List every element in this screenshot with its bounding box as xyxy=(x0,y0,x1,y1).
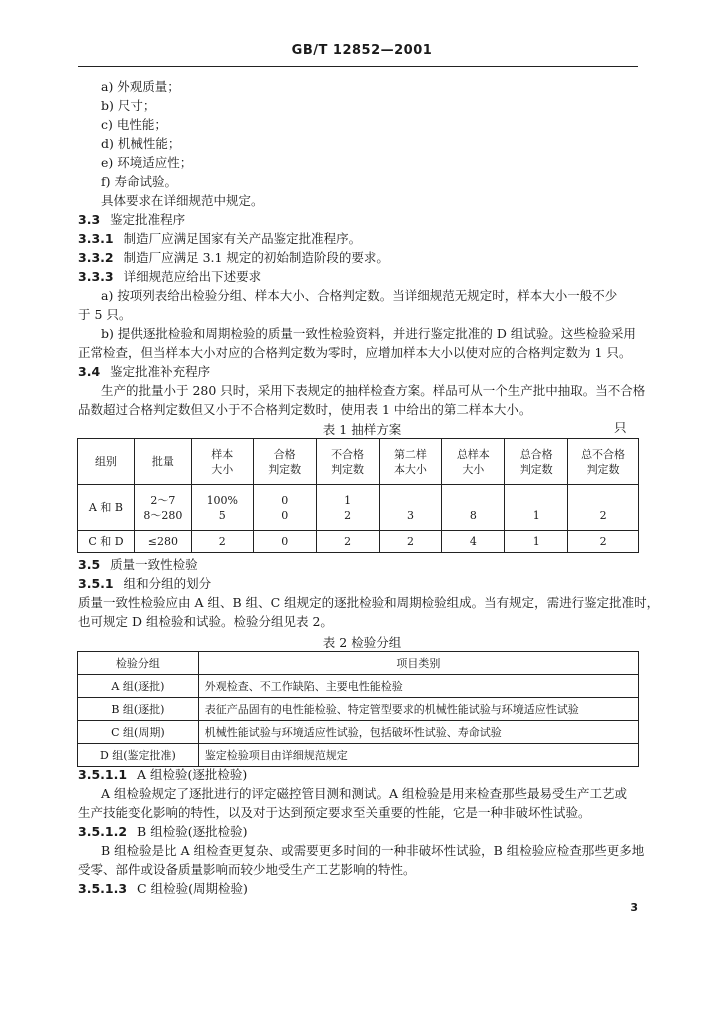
table-cell: 2 xyxy=(568,485,639,531)
table-cell: 2 xyxy=(191,531,253,553)
table-cell: D 组(鉴定批准) xyxy=(78,744,199,767)
table-cell: 机械性能试验与环境适应性试验，包括破坏性试验、寿命试验 xyxy=(198,721,638,744)
table-row xyxy=(78,744,639,767)
section-title: A 组检验(逐批检验) xyxy=(137,767,248,782)
table-cell: C 组(周期) xyxy=(78,721,199,744)
clause-text: 制造厂应满足国家有关产品鉴定批准程序。 xyxy=(123,231,362,246)
section-number: 3.3.2 xyxy=(78,250,114,265)
header-cell: 组别 xyxy=(78,439,135,485)
sampling-plan-table xyxy=(77,438,639,553)
list-item: a) 外观质量； xyxy=(101,79,180,94)
section-heading-3-5-1 xyxy=(78,576,211,592)
section-number: 3.5.1 xyxy=(78,576,114,591)
table-cell: A 组(逐批) xyxy=(78,675,199,698)
list-item: e) 环境适应性； xyxy=(101,155,193,170)
header-cell: 第二样 本大小 xyxy=(379,439,442,485)
paragraph-line: b) 提供逐批检验和周期检验的质量一致性检验资料，并进行鉴定批准的 D 组试验。这些检验采用 xyxy=(101,326,636,341)
table-row xyxy=(78,675,639,698)
table-cell: B 组(逐批) xyxy=(78,698,199,721)
header-cell: 不合格 判定数 xyxy=(316,439,379,485)
table-cell: 8 xyxy=(442,485,505,531)
section-number: 3.3.3 xyxy=(78,269,114,284)
clause-3-3-3 xyxy=(78,269,261,285)
table-cell: 表征产品固有的电性能检验、特定管型要求的机械性能试验与环境适应性试验 xyxy=(198,698,638,721)
table-row xyxy=(78,721,639,744)
section-title: B 组检验(逐批检验) xyxy=(137,824,248,839)
table2-caption: 表 2 检验分组 xyxy=(322,635,402,650)
table-row xyxy=(78,531,639,553)
section-number: 3.5.1.3 xyxy=(78,881,128,896)
table-cell: 0 0 xyxy=(253,485,316,531)
section-number: 3.4 xyxy=(78,364,101,379)
table-cell: 0 xyxy=(253,531,316,553)
table-cell: 2～7 8～280 xyxy=(134,485,191,531)
table-cell: 鉴定检验项目由详细规范规定 xyxy=(198,744,638,767)
section-heading-3-4 xyxy=(78,364,210,380)
table-cell: C 和 D xyxy=(78,531,135,553)
header-cell: 合格 判定数 xyxy=(253,439,316,485)
table1-unit: 只 xyxy=(614,420,627,435)
table-cell: 2 xyxy=(379,531,442,553)
table-cell: 2 xyxy=(568,531,639,553)
header-rule xyxy=(78,66,638,67)
paragraph-line: a) 按项列表给出检验分组、样本大小、合格判定数。当详细规范无规定时，样本大小一般不少 xyxy=(101,288,618,303)
list-item: d) 机械性能； xyxy=(101,136,181,151)
section-number: 3.5.1.2 xyxy=(78,824,128,839)
table-row xyxy=(78,485,639,531)
table-cell: 3 xyxy=(379,485,442,531)
list-item: f) 寿命试验。 xyxy=(101,174,177,189)
header-cell: 总不合格 判定数 xyxy=(568,439,639,485)
section-title: C 组检验(周期检验) xyxy=(137,881,248,896)
clause-text: 制造厂应满足 3.1 规定的初始制造阶段的要求。 xyxy=(123,250,389,265)
table-cell: A 和 B xyxy=(78,485,135,531)
header-cell: 样本 大小 xyxy=(191,439,253,485)
header-cell: 总样本 大小 xyxy=(442,439,505,485)
section-heading-3-5-1-1 xyxy=(78,767,247,783)
paragraph-line: B 组检验是比 A 组检查更复杂、或需要更多时间的一种非破坏性试验，B 组检验应检查那些更多地 xyxy=(101,843,645,858)
inspection-group-table xyxy=(77,651,639,767)
clause-3-3-1 xyxy=(78,231,361,247)
paragraph-line: 生产的批量小于 280 只时，采用下表规定的抽样检查方案。样品可从一个生产批中抽取。当不合格 xyxy=(101,383,646,398)
section-title: 鉴定批准补充程序 xyxy=(110,364,211,379)
section-number: 3.3 xyxy=(78,212,101,227)
section-heading-3-3 xyxy=(78,212,185,228)
section-heading-3-5-1-3 xyxy=(78,881,248,897)
detail-note: 具体要求在详细规范中规定。 xyxy=(101,193,264,208)
page-number: 3 xyxy=(630,901,638,914)
table-header-row xyxy=(78,439,639,485)
table1-caption: 表 1 抽样方案 xyxy=(322,422,402,437)
table-cell: 2 xyxy=(316,531,379,553)
table-cell: 100% 5 xyxy=(191,485,253,531)
header-cell: 批量 xyxy=(134,439,191,485)
table-cell: 1 xyxy=(505,531,568,553)
section-heading-3-5 xyxy=(78,557,198,573)
table-cell: ≤280 xyxy=(134,531,191,553)
header-cell: 总合格 判定数 xyxy=(505,439,568,485)
section-number: 3.5.1.1 xyxy=(78,767,128,782)
section-title: 鉴定批准程序 xyxy=(110,212,186,227)
clause-text: 详细规范应给出下述要求 xyxy=(123,269,262,284)
paragraph-line: 于 5 只。 xyxy=(78,307,132,322)
list-item: b) 尺寸； xyxy=(101,98,156,113)
paragraph-line: 质量一致性检验应由 A 组、B 组、C 组规定的逐批检验和周期检验组成。当有规定，需进行鉴定批准时， xyxy=(78,595,660,610)
section-title: 组和分组的划分 xyxy=(123,576,212,591)
paragraph-line: 品数超过合格判定数但又小于不合格判定数时，使用表 1 中给出的第二样本大小。 xyxy=(78,402,532,417)
header-cell: 项目类别 xyxy=(198,652,638,675)
list-item: c) 电性能； xyxy=(101,117,167,132)
paragraph-line: 生产技能变化影响的特性，以及对于达到预定要求至关重要的性能，它是一种非破坏性试验。 xyxy=(78,805,591,820)
section-number: 3.3.1 xyxy=(78,231,114,246)
paragraph-line: 也可规定 D 组检验和试验。检验分组见表 2。 xyxy=(78,614,333,629)
section-number: 3.5 xyxy=(78,557,101,572)
paragraph-line: A 组检验规定了逐批进行的评定磁控管目测和测试。A 组检验是用来检查那些最易受生产工艺或 xyxy=(101,786,628,801)
paragraph-line: 正常检查，但当样本大小对应的合格判定数为零时，应增加样本大小以使对应的合格判定数为 1 只。 xyxy=(78,345,632,360)
table-cell: 外观检查、不工作缺陷、主要电性能检验 xyxy=(198,675,638,698)
standard-code-header: GB/T 12852—2001 xyxy=(291,43,433,58)
table-cell: 4 xyxy=(442,531,505,553)
table-header-row xyxy=(78,652,639,675)
table-cell: 1 2 xyxy=(316,485,379,531)
section-title: 质量一致性检验 xyxy=(110,557,198,572)
table-cell: 1 xyxy=(505,485,568,531)
header-cell: 检验分组 xyxy=(78,652,199,675)
section-heading-3-5-1-2 xyxy=(78,824,247,840)
clause-3-3-2 xyxy=(78,250,389,266)
table-row xyxy=(78,698,639,721)
paragraph-line: 受零、部件或设备质量影响而较少地受生产工艺影响的特性。 xyxy=(78,862,416,877)
